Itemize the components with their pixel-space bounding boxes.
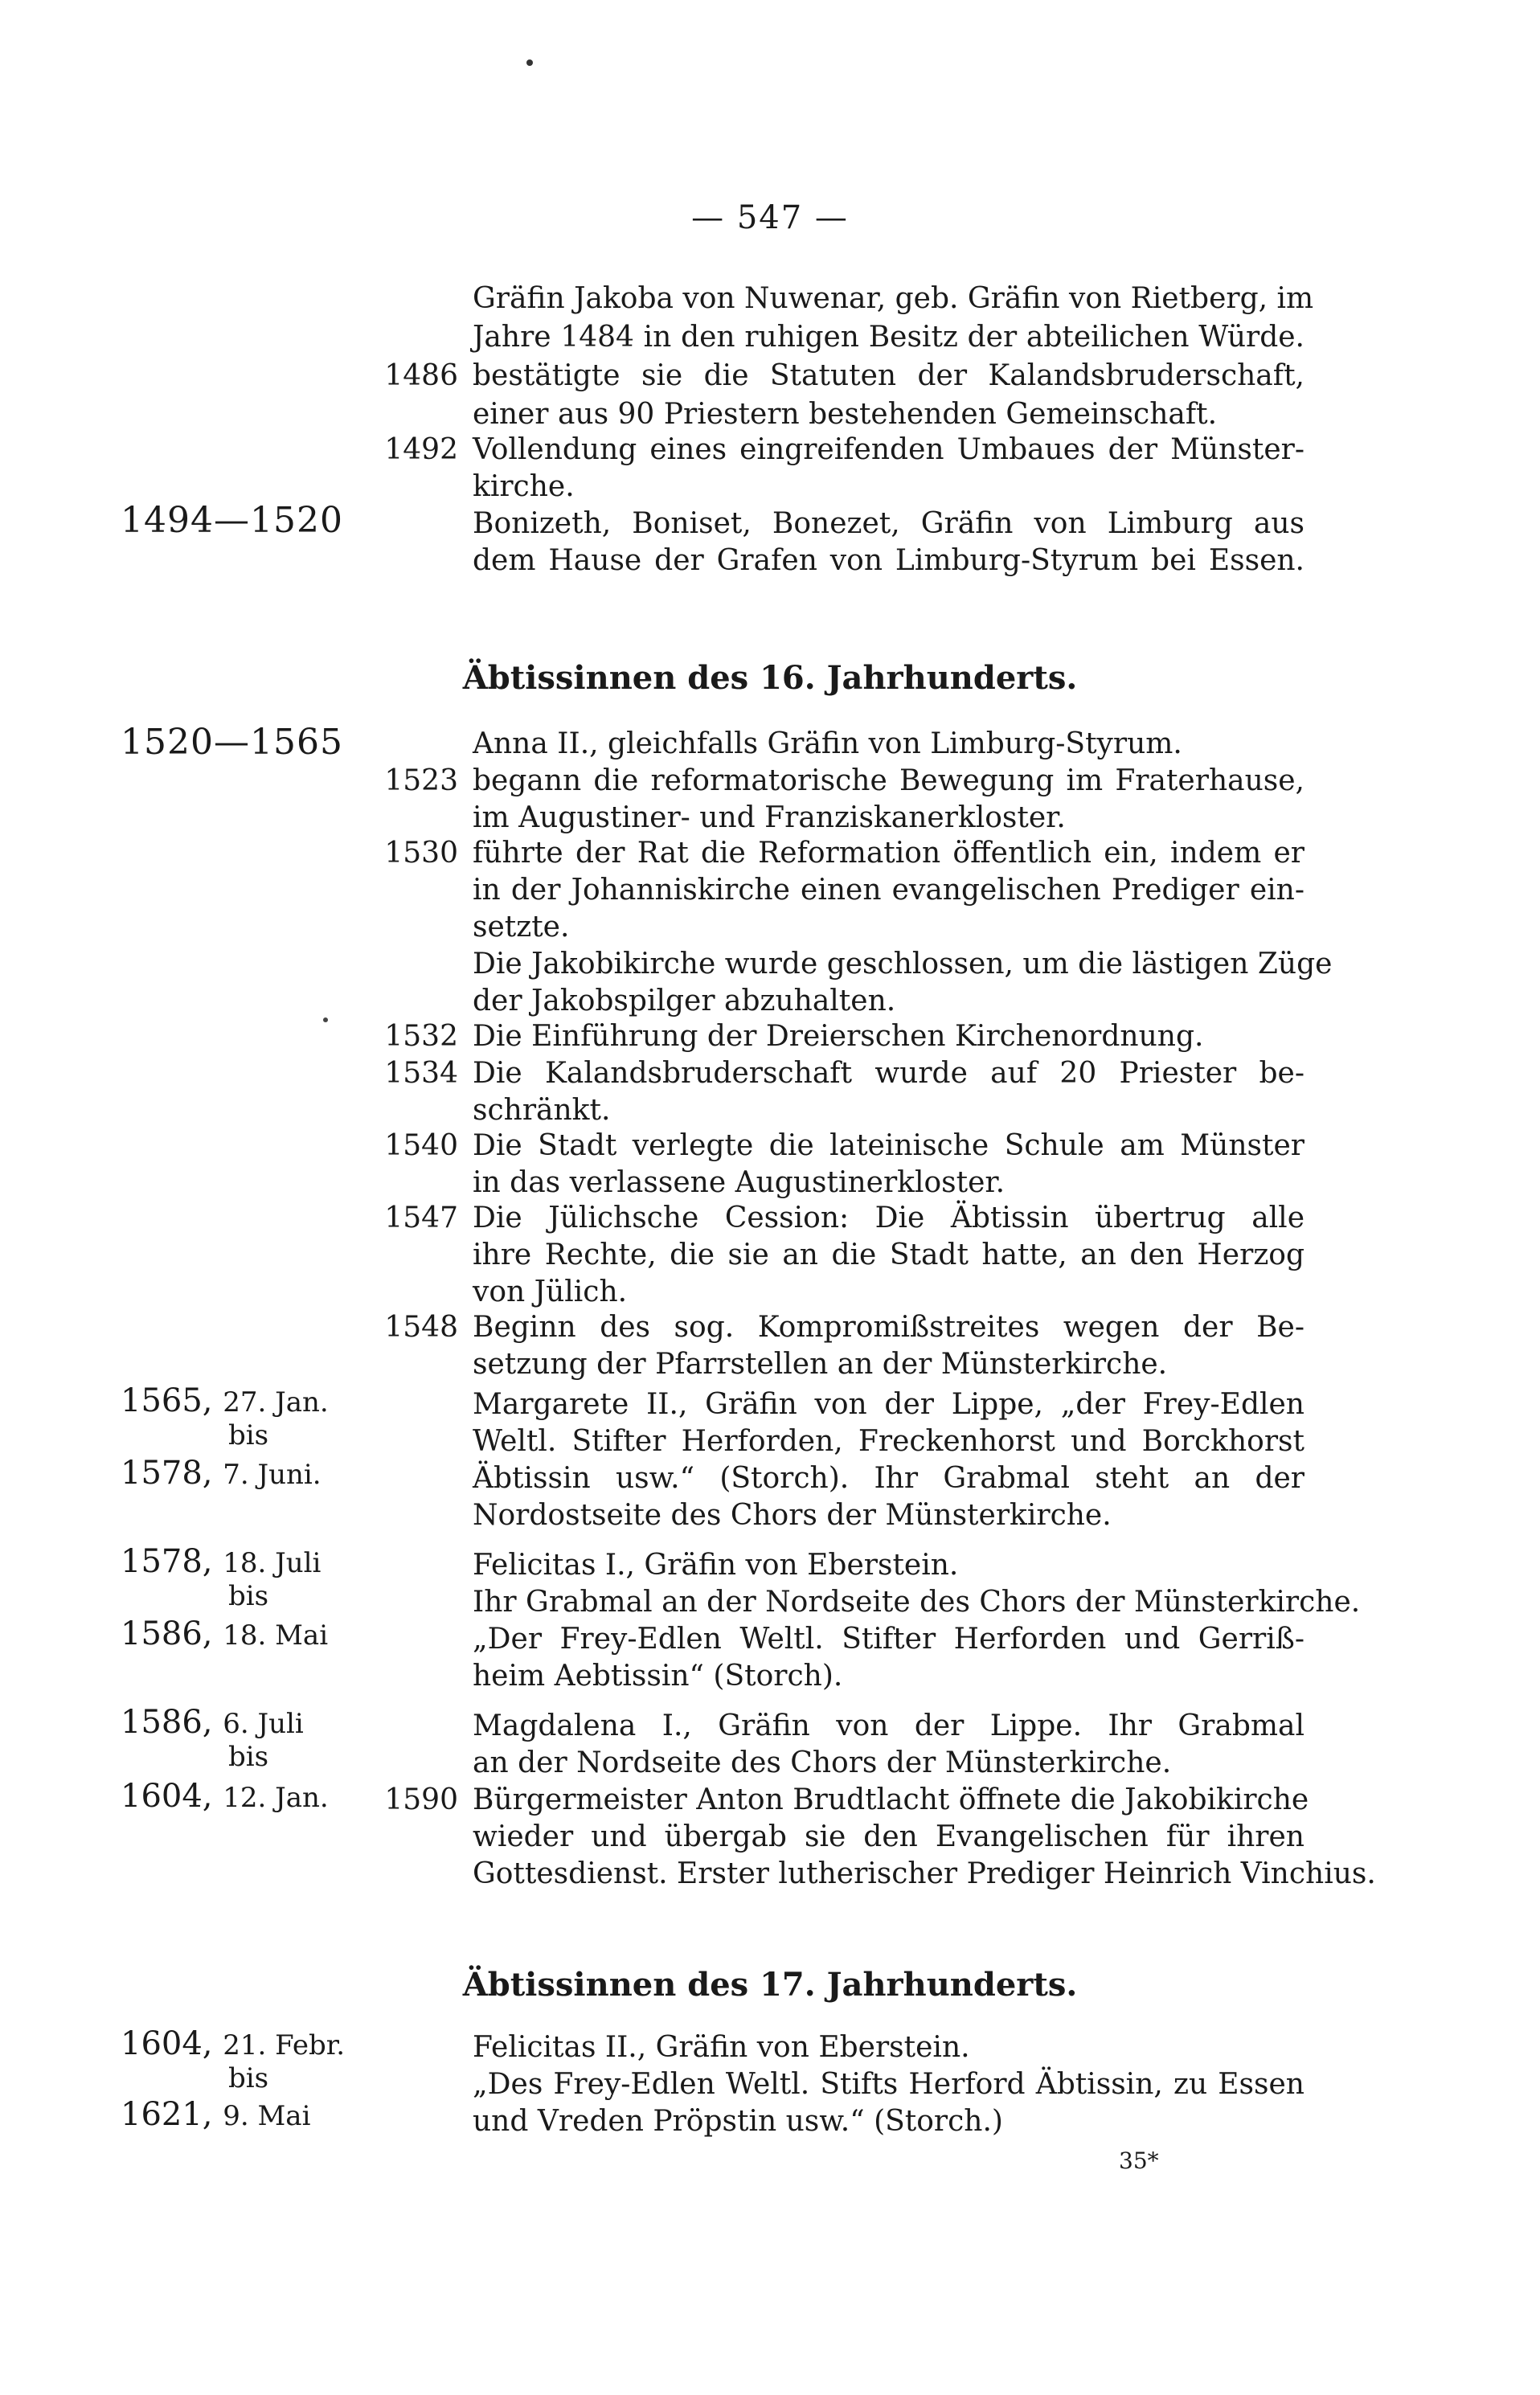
- text-line: in das verlassene Augustinerkloster.: [473, 1166, 1006, 1199]
- bis-label: bis: [228, 1580, 269, 1612]
- text-line: Nordostseite des Chors der Münsterkirche.: [473, 1499, 1112, 1532]
- text-line: „Der Frey-Edlen Weltl. Stifter Herforden und Gerriß-: [473, 1623, 1304, 1656]
- ink-dot: [526, 59, 533, 66]
- text-line: an der Nordseite des Chors der Münsterkirche.: [473, 1746, 1172, 1779]
- ink-dot: [323, 1017, 328, 1022]
- text-line: schränkt.: [473, 1094, 611, 1127]
- year-marker: 1590: [384, 1783, 458, 1816]
- text-line: Die Kalandsbruderschaft wurde auf 20 Priester be-: [473, 1057, 1304, 1090]
- text-line: Anna II., gleichfalls Gräfin von Limburg-Styrum.: [473, 727, 1182, 760]
- year-marker: 1486: [384, 359, 458, 392]
- year-marker: 1532: [384, 1020, 458, 1053]
- bis-label: bis: [228, 2062, 269, 2094]
- text-line: bestätigte sie die Statuten der Kalandsbruderschaft,: [473, 359, 1304, 392]
- signature-mark: 35*: [1119, 2147, 1159, 2174]
- text-line: einer aus 90 Priestern bestehenden Gemeinschaft.: [473, 398, 1218, 431]
- date-to: 1586, 18. Mai: [121, 1615, 329, 1652]
- year-marker: 1492: [384, 433, 458, 466]
- date-from: 1586, 6. Juli: [121, 1704, 304, 1741]
- text-line: führte der Rat die Reformation öffentlich ein, indem er: [473, 837, 1304, 870]
- date-from: 1565, 27. Jan.: [121, 1382, 329, 1419]
- text-line: Jahre 1484 in den ruhigen Besitz der abteilichen Würde.: [473, 321, 1304, 354]
- bis-label: bis: [228, 1741, 269, 1773]
- page-number: — 547 —: [691, 199, 849, 236]
- date-to: 1578, 7. Juni.: [121, 1455, 322, 1492]
- text-line: Weltl. Stifter Herforden, Freckenhorst und Borckhorst: [473, 1425, 1304, 1458]
- text-line: Felicitas II., Gräfin von Eberstein.: [473, 2031, 970, 2064]
- text-line: Bürgermeister Anton Brudtlacht öffnete die Jakobikirche: [473, 1783, 1309, 1816]
- year-marker: 1547: [384, 1202, 458, 1234]
- text-line: Felicitas I., Gräfin von Eberstein.: [473, 1549, 959, 1582]
- text-line: Die Jülichsche Cession: Die Äbtissin übertrug alle: [473, 1202, 1304, 1234]
- year-marker: 1548: [384, 1311, 458, 1344]
- text-line: und Vreden Pröpstin usw.“ (Storch.): [473, 2105, 1003, 2138]
- text-line: begann die reformatorische Bewegung im Fraterhause,: [473, 764, 1304, 797]
- text-line: von Jülich.: [473, 1275, 628, 1308]
- text-line: wieder und übergab sie den Evangelischen für ihren: [473, 1820, 1304, 1853]
- text-line: „Des Frey-Edlen Weltl. Stifts Herford Äbtissin, zu Essen: [473, 2068, 1304, 2101]
- year-marker: 1540: [384, 1129, 458, 1162]
- text-line: ihre Rechte, die sie an die Stadt hatte, an den Herzog: [473, 1238, 1304, 1271]
- section-heading: Äbtissinnen des 16. Jahrhunderts.: [462, 659, 1078, 697]
- text-line: Die Stadt verlegte die lateinische Schule am Münster: [473, 1129, 1304, 1162]
- date-from: 1578, 18. Juli: [121, 1543, 322, 1580]
- text-line: Ihr Grabmal an der Nordseite des Chors der Münsterkirche.: [473, 1586, 1361, 1619]
- text-line: Bonizeth, Boniset, Bonezet, Gräfin von Limburg aus: [473, 507, 1304, 540]
- text-line: Gräfin Jakoba von Nuwenar, geb. Gräfin von Rietberg, im: [473, 282, 1314, 315]
- text-line: Margarete II., Gräfin von der Lippe, „der Frey-Edlen: [473, 1388, 1304, 1421]
- text-line: setzte.: [473, 911, 570, 944]
- text-line: Beginn des sog. Kompromißstreites wegen der Be-: [473, 1311, 1304, 1344]
- text-line: Magdalena I., Gräfin von der Lippe. Ihr Grabmal: [473, 1709, 1304, 1742]
- text-line: im Augustiner- und Franziskanerkloster.: [473, 801, 1066, 834]
- date-to: 1621, 9. Mai: [121, 2096, 311, 2133]
- text-line: Äbtissin usw.“ (Storch). Ihr Grabmal steht an der: [473, 1462, 1304, 1495]
- text-line: Die Einführung der Dreierschen Kirchenordnung.: [473, 1020, 1204, 1053]
- year-range: 1494—1520: [121, 500, 343, 541]
- text-line: Die Jakobikirche wurde geschlossen, um die lästigen Züge: [473, 948, 1333, 981]
- text-line: der Jakobspilger abzuhalten.: [473, 985, 896, 1017]
- year-marker: 1534: [384, 1057, 458, 1090]
- text-line: setzung der Pfarrstellen an der Münsterkirche.: [473, 1348, 1168, 1381]
- text-line: Vollendung eines eingreifenden Umbaues der Münster-: [473, 433, 1304, 466]
- text-line: kirche.: [473, 470, 575, 503]
- date-to: 1604, 12. Jan.: [121, 1778, 329, 1815]
- text-line: dem Hause der Grafen von Limburg-Styrum bei Essen.: [473, 544, 1304, 577]
- text-line: heim Aebtissin“ (Storch).: [473, 1660, 843, 1693]
- text-line: in der Johanniskirche einen evangelischen Prediger ein-: [473, 874, 1304, 907]
- section-heading: Äbtissinnen des 17. Jahrhunderts.: [462, 1966, 1078, 2004]
- text-line: Gottesdienst. Erster lutherischer Prediger Heinrich Vinchius.: [473, 1857, 1376, 1890]
- year-marker: 1523: [384, 764, 458, 797]
- year-marker: 1530: [384, 837, 458, 870]
- bis-label: bis: [228, 1419, 269, 1451]
- year-range: 1520—1565: [121, 722, 343, 763]
- date-from: 1604, 21. Febr.: [121, 2025, 346, 2062]
